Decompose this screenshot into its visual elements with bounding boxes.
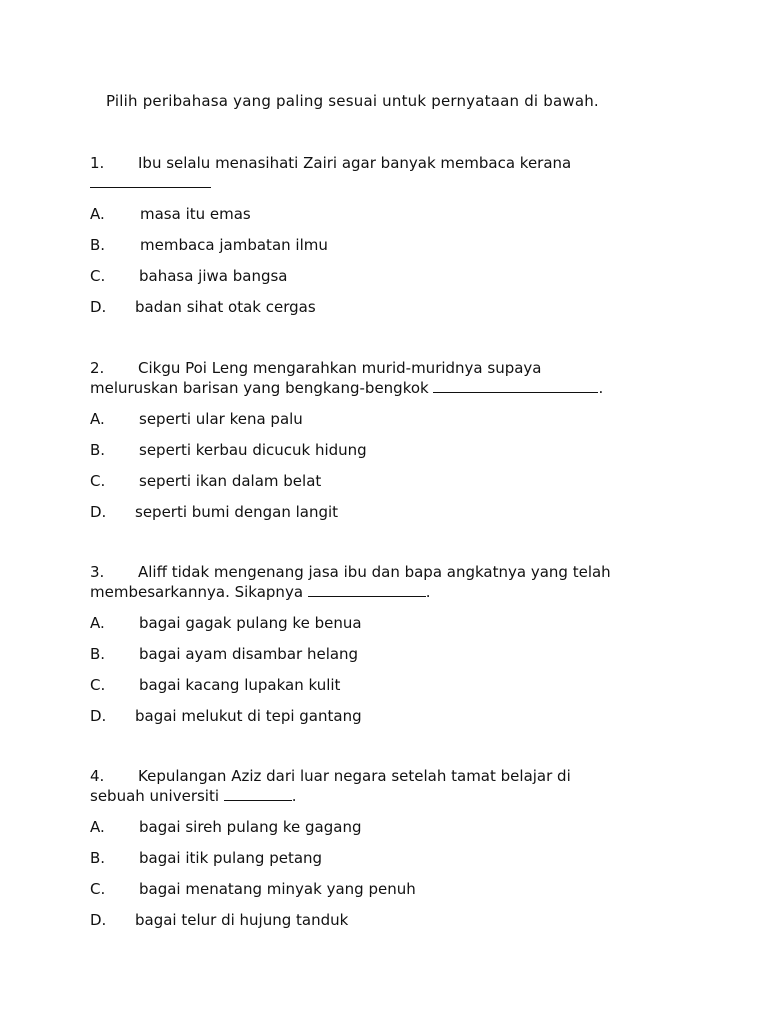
option-letter: B. (90, 441, 106, 459)
option-b (90, 849, 710, 880)
option-d (90, 911, 710, 942)
answer-blank (308, 582, 426, 597)
option-letter: C. (90, 880, 106, 898)
question-1 (90, 154, 710, 329)
instruction: Pilih peribahasa yang paling sesuai untuk pernyataan di bawah. (106, 92, 599, 110)
answer-blank (90, 173, 211, 188)
question-2 (90, 359, 710, 534)
option-letter: C. (90, 267, 106, 285)
question-stem (90, 563, 710, 602)
option-letter: A. (90, 205, 105, 223)
question-text-end: . (598, 379, 604, 397)
option-letter: D. (90, 707, 107, 725)
question-4 (90, 767, 710, 942)
option-letter: D. (90, 298, 107, 316)
question-stem (90, 154, 710, 193)
options-list (90, 410, 710, 534)
question-text-line-2: meluruskan barisan yang bengkang-bengkok (90, 379, 434, 397)
option-letter: A. (90, 818, 105, 836)
option-text: seperti ikan dalam belat (139, 472, 322, 490)
option-text: seperti ular kena palu (139, 410, 303, 428)
option-a (90, 614, 710, 645)
answer-blank (433, 378, 598, 393)
question-text-line-2: membesarkannya. Sikapnya (90, 583, 308, 601)
option-d (90, 298, 710, 329)
option-letter: C. (90, 676, 106, 694)
options-list (90, 818, 710, 942)
option-text: bagai gagak pulang ke benua (139, 614, 362, 632)
option-a (90, 205, 710, 236)
option-letter: B. (90, 645, 106, 663)
options-list (90, 205, 710, 329)
question-text-line-1: Aliff tidak mengenang jasa ibu dan bapa angkatnya yang telah (138, 563, 611, 581)
options-list (90, 614, 710, 738)
question-text-line-1: Kepulangan Aziz dari luar negara setelah tamat belajar di (138, 767, 571, 785)
option-c (90, 676, 710, 707)
option-text: bagai kacang lupakan kulit (139, 676, 341, 694)
option-text: seperti kerbau dicucuk hidung (139, 441, 367, 459)
question-text-line-1: Cikgu Poi Leng mengarahkan murid-muridnya supaya (138, 359, 542, 377)
option-c (90, 880, 710, 911)
option-letter: A. (90, 614, 105, 632)
option-c (90, 472, 710, 503)
question-text-line-2: sebuah universiti (90, 787, 224, 805)
option-text: seperti bumi dengan langit (135, 503, 339, 521)
answer-blank (224, 786, 292, 801)
option-b (90, 645, 710, 676)
option-letter: A. (90, 410, 105, 428)
option-text: bagai melukut di tepi gantang (135, 707, 362, 725)
option-a (90, 818, 710, 849)
option-text: masa itu emas (140, 205, 251, 223)
question-number: 2. (90, 359, 105, 377)
question-text-line-1: Ibu selalu menasihati Zairi agar banyak membaca kerana (138, 154, 572, 172)
option-text: bagai telur di hujung tanduk (135, 911, 349, 929)
question-number: 4. (90, 767, 105, 785)
option-d (90, 503, 710, 534)
option-b (90, 441, 710, 472)
option-letter: D. (90, 503, 107, 521)
option-letter: C. (90, 472, 106, 490)
option-text: membaca jambatan ilmu (140, 236, 328, 254)
question-stem (90, 359, 710, 398)
question-3 (90, 563, 710, 738)
option-a (90, 410, 710, 441)
option-d (90, 707, 710, 738)
question-text-end: . (425, 583, 431, 601)
option-c (90, 267, 710, 298)
question-number: 1. (90, 154, 105, 172)
option-text: bagai menatang minyak yang penuh (139, 880, 416, 898)
option-letter: B. (90, 849, 106, 867)
question-stem (90, 767, 710, 806)
option-text: badan sihat otak cergas (135, 298, 316, 316)
question-text-end: . (291, 787, 297, 805)
option-text: bagai itik pulang petang (139, 849, 323, 867)
option-b (90, 236, 710, 267)
option-letter: B. (90, 236, 106, 254)
option-letter: D. (90, 911, 107, 929)
option-text: bahasa jiwa bangsa (139, 267, 288, 285)
option-text: bagai ayam disambar helang (139, 645, 359, 663)
option-text: bagai sireh pulang ke gagang (139, 818, 362, 836)
question-number: 3. (90, 563, 105, 581)
